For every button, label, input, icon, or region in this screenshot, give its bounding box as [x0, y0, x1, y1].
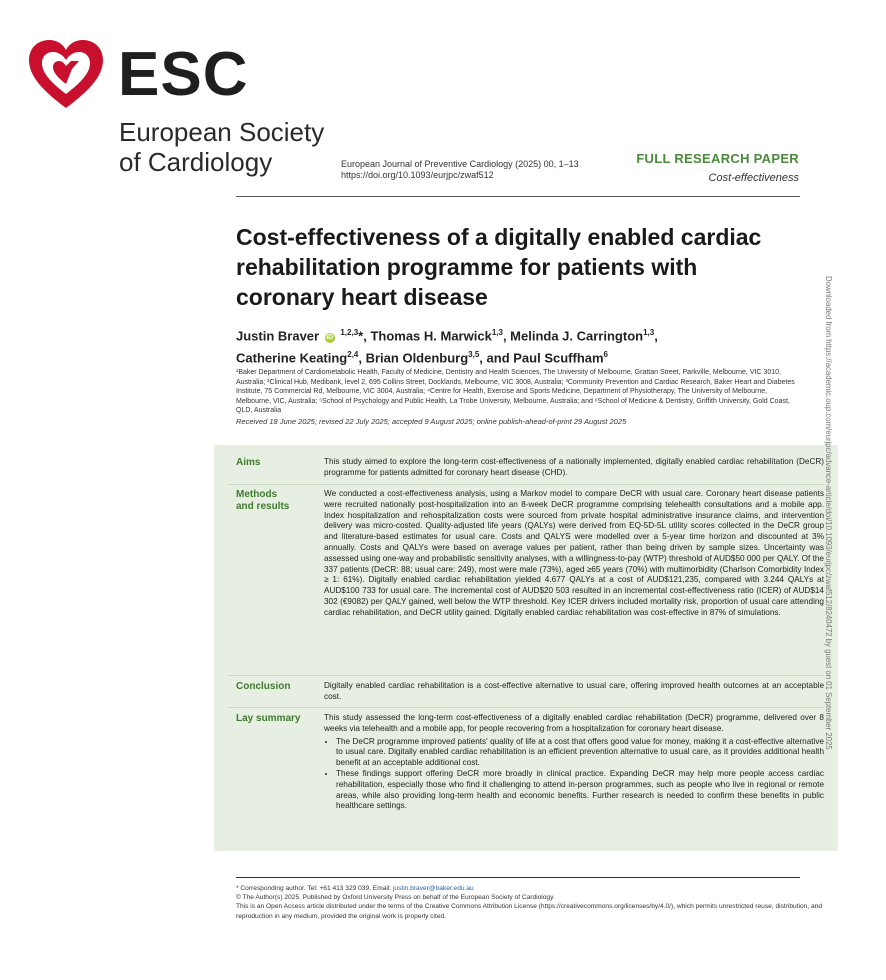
email-link[interactable]: justin.braver@baker.edu.au: [392, 885, 474, 892]
author-name[interactable]: Justin Braver: [236, 328, 320, 344]
abstract-heading-line: and results: [236, 501, 290, 512]
abstract-divider: [228, 675, 824, 676]
lay-summary-bullets: [324, 737, 824, 813]
copyright-note: © The Author(s) 2025. Published by Oxford University Press on behalf of the European Society of Cardiology.: [236, 894, 555, 902]
abstract-heading: [236, 489, 316, 513]
abstract-divider: [228, 707, 824, 708]
author-name[interactable]: Brian Oldenburg: [365, 350, 469, 366]
download-stamp: Downloaded from https://academic.oup.com/eurjpc/advance-article/doi/10.1093/eurjpc/zwaf512/8240472 by guest on 01 September 2025: [824, 276, 833, 750]
author-name[interactable]: Catherine Keating: [236, 350, 348, 366]
list-item: • The DeCR programme improved patients' quality of life at a cost that offers good value for money, making it a cost-effective alternative to usual care. Digitally enabled cardiac rehabilitation is an efficient prevention alternative to usual care, as it provides additional health benefit at an acceptable additional cost.: [336, 737, 824, 769]
abstract-divider: [228, 484, 824, 485]
license-note: This is an Open Access article distributed under the terms of the Creative Commons Attribution License (https://creativecommons.org/licenses/by/4.0/), which permits unrestricted reuse, distribution, and reproduction in any medium, provided the original work is properly cited.: [236, 903, 823, 920]
abstract-text: This study aimed to explore the long-term cost-effectiveness of a nationally implemented, digitally enabled cardiac rehabilitation (DeCR) programme for patients admitted for coronary heart disease (CHD).: [324, 457, 824, 477]
abstract-heading: Conclusion: [236, 681, 291, 692]
doi-link[interactable]: https://doi.org/10.1093/eurjpc/zwaf512: [341, 170, 494, 180]
author-list: Justin Braver iD $^{1,2,3}$*, Thomas H. Marwick$^{1,3}$, Melinda J. Carrington$^{1,3}$, Catherine Keating$^{2,4}$, Brian Oldenburg$^{3,5}$, and Paul Scuffham$^6$: [236, 328, 658, 366]
abstract-text: Digitally enabled cardiac rehabilitation is a cost-effective alternative to usual care, offering improved health outcomes at an acceptable cost.: [324, 681, 824, 701]
journal-citation: European Journal of Preventive Cardiology (2025) 00, 1–13: [341, 159, 579, 169]
footnotes: [236, 884, 826, 921]
header-divider: [236, 196, 800, 197]
author-name[interactable]: Paul Scuffham: [513, 350, 604, 366]
abstract-text: [324, 713, 824, 812]
logo-wordmark: ESC: [118, 40, 249, 109]
logo-line-2: of Cardiology: [119, 147, 273, 177]
esc-heart-logo-icon: [27, 38, 105, 110]
author-affiliation-ref: 6: [603, 350, 608, 360]
author-name[interactable]: Melinda J. Carrington: [510, 328, 644, 344]
author-affiliation-ref: 1,3: [643, 328, 655, 337]
paper-category-label: Cost-effectiveness: [708, 172, 799, 184]
list-item: • These findings support offering DeCR more broadly in clinical practice. Expanding DeCR may help more people access cardiac rehabilitation, especially those who find it challenging to attend in-person programmes, such as people who live in regional or remote areas, while also providing long-term health and economic benefits. Further research is needed to confirm these benefits in public healthcare settings.: [336, 769, 824, 812]
corresponding-author-text: * Corresponding author. Tel: +61 413 329 039, Email:: [236, 885, 393, 892]
logo-line-1: European Society: [119, 117, 325, 147]
corresponding-author-note: [236, 884, 826, 893]
abstract-heading: Aims: [236, 457, 261, 468]
paper-type-label: FULL RESEARCH PAPER: [636, 151, 799, 166]
affiliations: ¹Baker Department of Cardiometabolic Health, Faculty of Medicine, Dentistry and Health Sciences, The University of Melbourne, Grattan Street, Parkville, Melbourne, VIC 3010, Australia; ²Clinical Hub, Medibank, level 2, 695 Collins Street, Docklands, Melbourne, VIC 3008, Australia; ³Community Prevention and Cardiac Research, Baker Heart and Diabetes Institute, 75 Commercial Rd, Melbourne, VIC 3004, Australia; ⁴Centre for Health, Exercise and Sports Medicine, Department of Physiotherapy, The University of Melbourne, Melbourne, VIC, Australia; ⁵School of Psychology and Public Health, La Trobe University, Melbourne, Australia; and ⁶School of Medicine & Dentistry, Griffith University, Gold Coast, QLD, Australia: [236, 369, 795, 414]
article-title: Cost-effectiveness of a digitally enabled cardiac rehabilitation programme for patients with coronary heart disease: [236, 224, 762, 310]
orcid-icon[interactable]: iD: [326, 334, 334, 342]
abstract-heading-line: Methods: [236, 489, 278, 500]
logo-society-name: [119, 117, 324, 177]
author-affiliation-ref: 2,4: [347, 350, 359, 360]
structured-abstract: [214, 445, 838, 851]
author-affiliation-ref: 3,5: [468, 350, 480, 360]
received-dates: Received 18 June 2025; revised 22 July 2025; accepted 9 August 2025; online publish-ahead-of-print 29 August 2025: [236, 417, 627, 426]
author-name[interactable]: Thomas H. Marwick: [370, 328, 492, 344]
author-affiliation-ref: 1,3: [491, 328, 503, 337]
abstract-heading: Lay summary: [236, 713, 301, 724]
abstract-text: We conducted a cost-effectiveness analysis, using a Markov model to compare DeCR with usual care. Coronary heart disease patients were recruited nationally post-hospitalization into an 8-week DeCR programme comprising telehealth consultations and a mobile app. Index hospitalization and rehospitalization costs were sourced from private hospital administrative insurance claims, and intervention delivery was micro-costed. Quality-adjusted life years (QALYs) were derived from EQ-5D-5L utility scores collected in the DeCR group and literature-based estimates for usual care. Costs and QALYS were modelled over a 5-year time horizon and discounted at 3% annually. Costs and QALYs were based on average values per patient, rather than being driven by sample sizes. Uncertainty was assessed using one-way and probabilistic sensitivity analyses, with a willingness-to-pay (WTP) threshold of AUD$50 000 per QALY. Of the 337 patients (DeCR: 88; usual care: 249), most were male (73%), aged ≥65 years (70%) with multimorbidity (Charlson Comorbidity Index ≥ 1: 61%). Digitally enabled cardiac rehabilitation yielded 4.677 QALYs at a cost of AUD$121,235, compared with 3.244 QALYs at AUD$100 733 for usual care. The incremental cost of AUD$20 503 resulted in an incremental cost-effectiveness ratio (ICER) of AUD$14 302 (€9082) per QALY gained, well below the WTP threshold. Key ICER drivers included mortality risk, proportion of usual care attending cardiac rehabilitation, and DeCR utility gained. Digitally enabled cardiac rehabilitation was cost-effective in 87% of simulations.: [324, 489, 824, 617]
author-affiliation-ref: 1,2,3: [340, 328, 359, 337]
footnote-divider: [236, 877, 800, 878]
lay-summary-intro: This study assessed the long-term cost-effectiveness of a digitally enabled cardiac rehabilitation (DeCR) programme, delivered over 8 weeks via telehealth and a mobile app, for people recovering from a hospitalization for coronary heart disease.: [324, 713, 824, 733]
